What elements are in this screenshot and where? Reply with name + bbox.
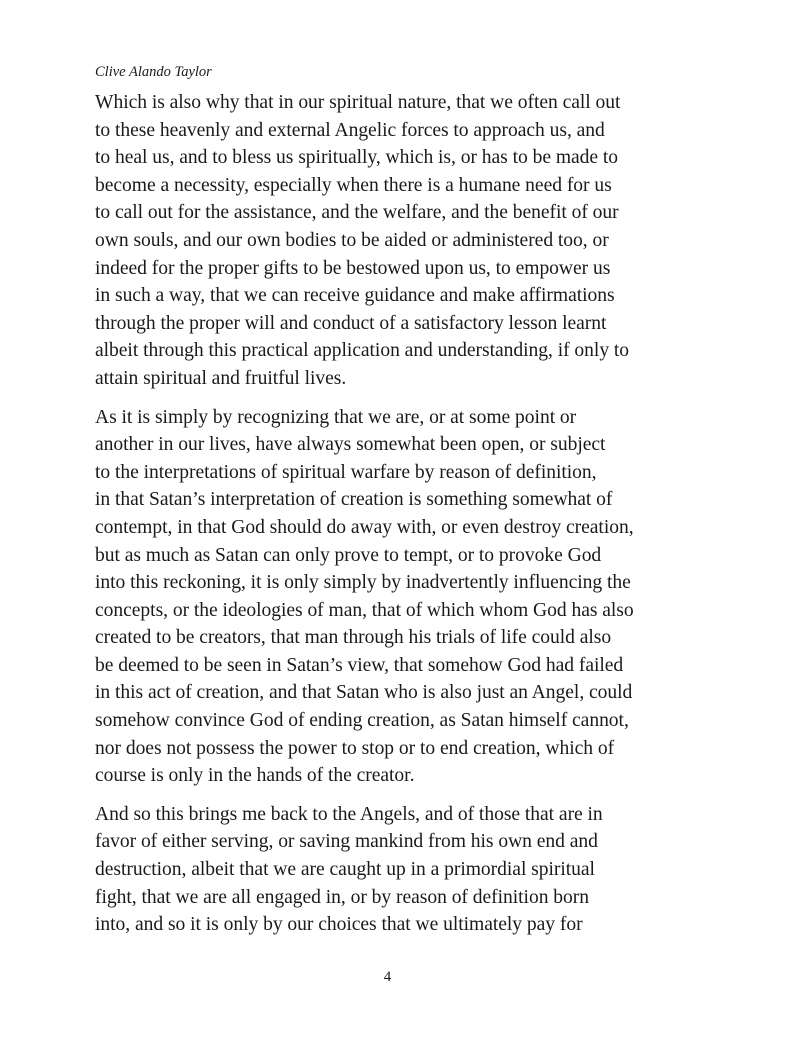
running-head-author: Clive Alando Taylor — [95, 64, 212, 80]
page-number: 4 — [383, 969, 392, 985]
text-line: into this reckoning, it is only simply by inadvertently influencing the — [95, 572, 631, 594]
text-line: attain spiritual and fruitful lives. — [95, 367, 347, 389]
text-line: another in our lives, have always somewhat been open, or subject — [95, 434, 606, 456]
text-line: but as much as Satan can only prove to tempt, or to provoke God — [95, 544, 602, 566]
text-line: fight, that we are all engaged in, or by reason of definition born — [95, 886, 590, 908]
text-line: into, and so it is only by our choices that we ultimately pay for — [95, 914, 583, 936]
text-line: created to be creators, that man through his trials of life could also — [95, 627, 612, 649]
text-line: indeed for the proper gifts to be bestowed upon us, to empower us — [95, 257, 611, 279]
text-line: And so this brings me back to the Angels, and of those that are in — [95, 803, 603, 825]
text-line: somehow convince God of ending creation, as Satan himself cannot, — [95, 710, 629, 732]
text-line: to call out for the assistance, and the welfare, and the benefit of our — [95, 202, 619, 224]
text-line: As it is simply by recognizing that we are, or at some point or — [95, 406, 577, 428]
paragraph-1 — [95, 89, 715, 393]
text-line: Which is also why that in our spiritual nature, that we often call out — [95, 92, 621, 113]
text-line: be deemed to be seen in Satan’s view, that somehow God had failed — [95, 654, 624, 676]
text-line: through the proper will and conduct of a satisfactory lesson learnt — [95, 312, 607, 334]
text-line: become a necessity, especially when there is a humane need for us — [95, 174, 612, 196]
body-text — [95, 89, 715, 950]
text-line: in this act of creation, and that Satan who is also just an Angel, could — [95, 682, 633, 704]
text-line: in that Satan’s interpretation of creation is something somewhat of — [95, 489, 613, 511]
text-line: to the interpretations of spiritual warfare by reason of definition, — [95, 461, 597, 483]
text-line: course is only in the hands of the creator. — [95, 765, 415, 787]
text-line: favor of either serving, or saving mankind from his own end and — [95, 831, 598, 853]
text-line: albeit through this practical application and understanding, if only to — [95, 340, 630, 362]
text-line: to these heavenly and external Angelic forces to approach us, and — [95, 119, 605, 141]
text-line: nor does not possess the power to stop or to end creation, which of — [95, 737, 615, 759]
paragraph-2 — [95, 404, 715, 790]
paragraph-3 — [95, 801, 715, 939]
text-line: concepts, or the ideologies of man, that of which whom God has also — [95, 599, 634, 621]
text-line: contempt, in that God should do away with, or even destroy creation, — [95, 516, 634, 538]
text-line: own souls, and our own bodies to be aided or administered too, or — [95, 229, 609, 251]
text-line: destruction, albeit that we are caught up in a primordial spiritual — [95, 859, 595, 881]
text-line: to heal us, and to bless us spiritually, which is, or has to be made to — [95, 147, 619, 169]
text-line: in such a way, that we can receive guidance and make affirmations — [95, 285, 615, 307]
